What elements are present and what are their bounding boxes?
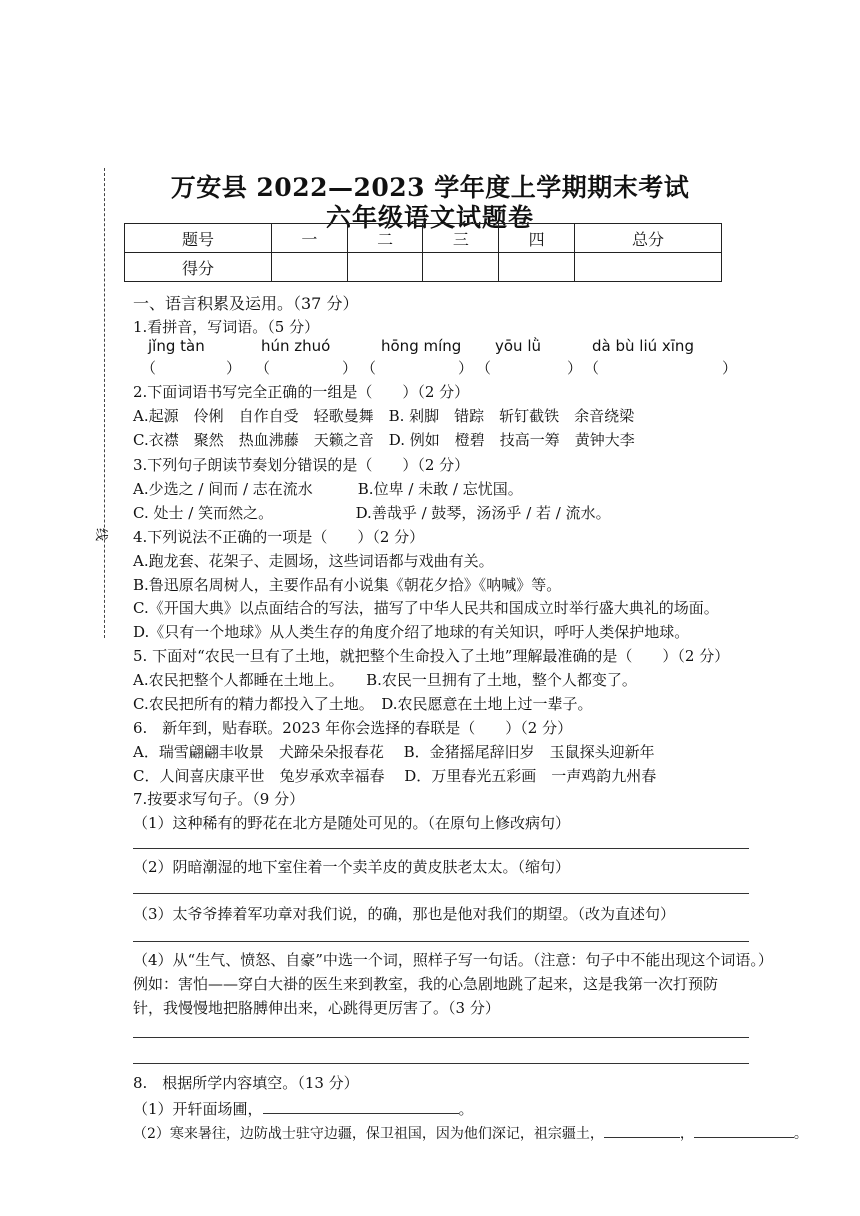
score-table <box>124 223 722 282</box>
score-header-cell: 三 <box>423 224 499 253</box>
q8-blank-3[interactable] <box>694 1123 794 1138</box>
q4-option-c: C.《开国大典》以点面结合的写法，描写了中华人民共和国成立时举行盛大典礼的场面。 <box>133 599 719 617</box>
score-cell[interactable] <box>347 253 423 282</box>
q1-pinyin-2: hún zhuó <box>261 337 331 355</box>
exam-subtitle: 六年级语文试题卷 <box>325 203 534 232</box>
binding-dashed-line <box>104 168 105 638</box>
score-cell[interactable] <box>271 253 347 282</box>
q7-sentence-3: （3）太爷爷捧着军功章对我们说，的确，那也是他对我们的期望。（改为直述句） <box>133 905 676 923</box>
exam-title: 万安县 2022—2023 学年度上学期期末考试 <box>170 173 690 202</box>
q1-answer-close-5: ） <box>722 359 738 377</box>
score-row-label: 得分 <box>125 253 272 282</box>
q6-options-cd: C．人间喜庆康平世 兔岁承欢幸福春 D．万里春光五彩画 一声鸡韵九州春 <box>133 767 657 785</box>
q1-answer-open-5: （ <box>584 359 600 377</box>
q3-options-cd: C. 处士 / 笑而然之。 D.善哉乎 / 鼓琴，汤汤乎 / 若 / 流水。 <box>133 504 611 522</box>
score-header-cell: 题号 <box>125 224 272 253</box>
q1-answer-close-2: ） <box>342 359 358 377</box>
q4-option-a: A.跑龙套、花架子、走圆场，这些词语都与戏曲有关。 <box>133 552 494 570</box>
q3-options-ab: A.少选之 / 间而 / 志在流水 B.位卑 / 未敢 / 忘忧国。 <box>133 480 523 498</box>
q7-answer-line-5[interactable] <box>133 1063 749 1064</box>
q1-pinyin-3: hōng míng <box>381 337 462 355</box>
score-header-cell: 总分 <box>574 224 721 253</box>
q3-prompt: 3.下列句子朗读节奏划分错误的是（ ）（2 分） <box>133 456 470 474</box>
q6-prompt: 6. 新年到，贴春联。2023 年你会选择的春联是（ ）（2 分） <box>133 719 573 737</box>
q1-pinyin-5: dà bù liú xīng <box>592 337 694 355</box>
q1-answer-close-4: ） <box>567 359 583 377</box>
q8-item-2 <box>133 1123 808 1143</box>
q7-prompt: 7.按要求写句子。（9 分） <box>133 790 305 808</box>
q1-answer-open-3: （ <box>361 359 377 377</box>
q1-pinyin-4: yōu lǜ <box>495 337 542 355</box>
binding-line-label: 线 <box>93 527 109 542</box>
q7-sentence-2: （2）阴暗潮湿的地下室住着一个卖羊皮的黄皮肤老太太。（缩句） <box>133 858 571 876</box>
score-cell[interactable] <box>499 253 575 282</box>
q1-answer-open-1: （ <box>141 359 157 377</box>
section-1-title: 一、语言积累及运用。（37 分） <box>133 294 359 313</box>
score-table-score-row <box>125 253 722 282</box>
q1-answer-close-1: ） <box>226 359 242 377</box>
q4-option-b: B.鲁迅原名周树人，主要作品有小说集《朝花夕拾》《呐喊》等。 <box>133 576 562 594</box>
q7-answer-line-1[interactable] <box>133 848 749 849</box>
score-header-cell: 四 <box>499 224 575 253</box>
q7-example-line-1: 例如：害怕——穿白大褂的医生来到教室，我的心急剧地跳了起来，这是我第一次打预防 <box>133 975 719 993</box>
q1-prompt: 1.看拼音，写词语。（5 分） <box>133 318 320 336</box>
q1-pinyin-1: jǐng tàn <box>148 337 205 355</box>
q7-example-line-2: 针，我慢慢地把胳膊伸出来，心跳得更厉害了。（3 分） <box>133 999 500 1017</box>
q8-item-1 <box>133 1098 474 1119</box>
q4-prompt: 4.下列说法不正确的一项是（ ）（2 分） <box>133 528 425 546</box>
q1-answer-close-3: ） <box>458 359 474 377</box>
q1-answer-open-4: （ <box>476 359 492 377</box>
q7-sentence-4: （4）从“生气、愤怒、自豪”中选一个词，照样子写一句话。（注意：句子中不能出现这个词语。） <box>133 951 773 969</box>
q8-item-2-comma: ， <box>679 1126 694 1142</box>
q7-answer-line-4[interactable] <box>133 1037 749 1038</box>
q8-item-2-text: （2）寒来暑往，边防战士驻守边疆，保卫祖国，因为他们深记，祖宗疆土， <box>133 1126 604 1142</box>
q2-options-cd: C.衣襟 聚然 热血沸藤 天籁之音 D. 例如 橙碧 技高一筹 黄钟大李 <box>133 431 635 449</box>
q7-sentence-1: （1）这种稀有的野花在北方是随处可见的。（在原句上修改病句） <box>133 814 571 832</box>
q8-blank-1[interactable] <box>263 1099 459 1114</box>
score-table-header-row <box>125 224 722 253</box>
score-header-cell: 二 <box>347 224 423 253</box>
q8-item-2-period: 。 <box>793 1126 808 1142</box>
q7-answer-line-2[interactable] <box>133 893 749 894</box>
score-cell[interactable] <box>423 253 499 282</box>
q5-prompt: 5. 下面对“农民一旦有了土地，就把整个生命投入了土地”理解最准确的是（ ）（2 分） <box>133 647 730 665</box>
q8-prompt: 8. 根据所学内容填空。（13 分） <box>133 1074 359 1092</box>
q8-item-1-period: 。 <box>458 1100 474 1118</box>
q8-blank-2[interactable] <box>604 1123 680 1138</box>
q1-answer-open-2: （ <box>255 359 271 377</box>
score-header-cell: 一 <box>271 224 347 253</box>
q2-options-ab: A.起源 伶俐 自作自受 轻歌曼舞 B. 剁脚 错踪 斩钉截铁 余音绕梁 <box>133 407 635 425</box>
q5-options-cd: C.农民把所有的精力都投入了土地。 D.农民愿意在土地上过一辈子。 <box>133 695 593 713</box>
q4-option-d: D.《只有一个地球》从人类生存的角度介绍了地球的有关知识，呼吁人类保护地球。 <box>133 623 690 641</box>
q2-prompt: 2.下面词语书写完全正确的一组是（ ）（2 分） <box>133 383 470 401</box>
q7-answer-line-3[interactable] <box>133 941 749 942</box>
q6-options-ab: A．瑞雪翩翩丰收景 犬蹄朵朵报春花 B．金猪摇尾辞旧岁 玉鼠探头迎新年 <box>133 743 655 761</box>
q5-options-ab: A.农民把整个人都睡在土地上。 B.农民一旦拥有了土地，整个人都变了。 <box>133 671 637 689</box>
score-cell[interactable] <box>574 253 721 282</box>
q8-item-1-text: （1）开轩面场圃， <box>133 1100 263 1118</box>
